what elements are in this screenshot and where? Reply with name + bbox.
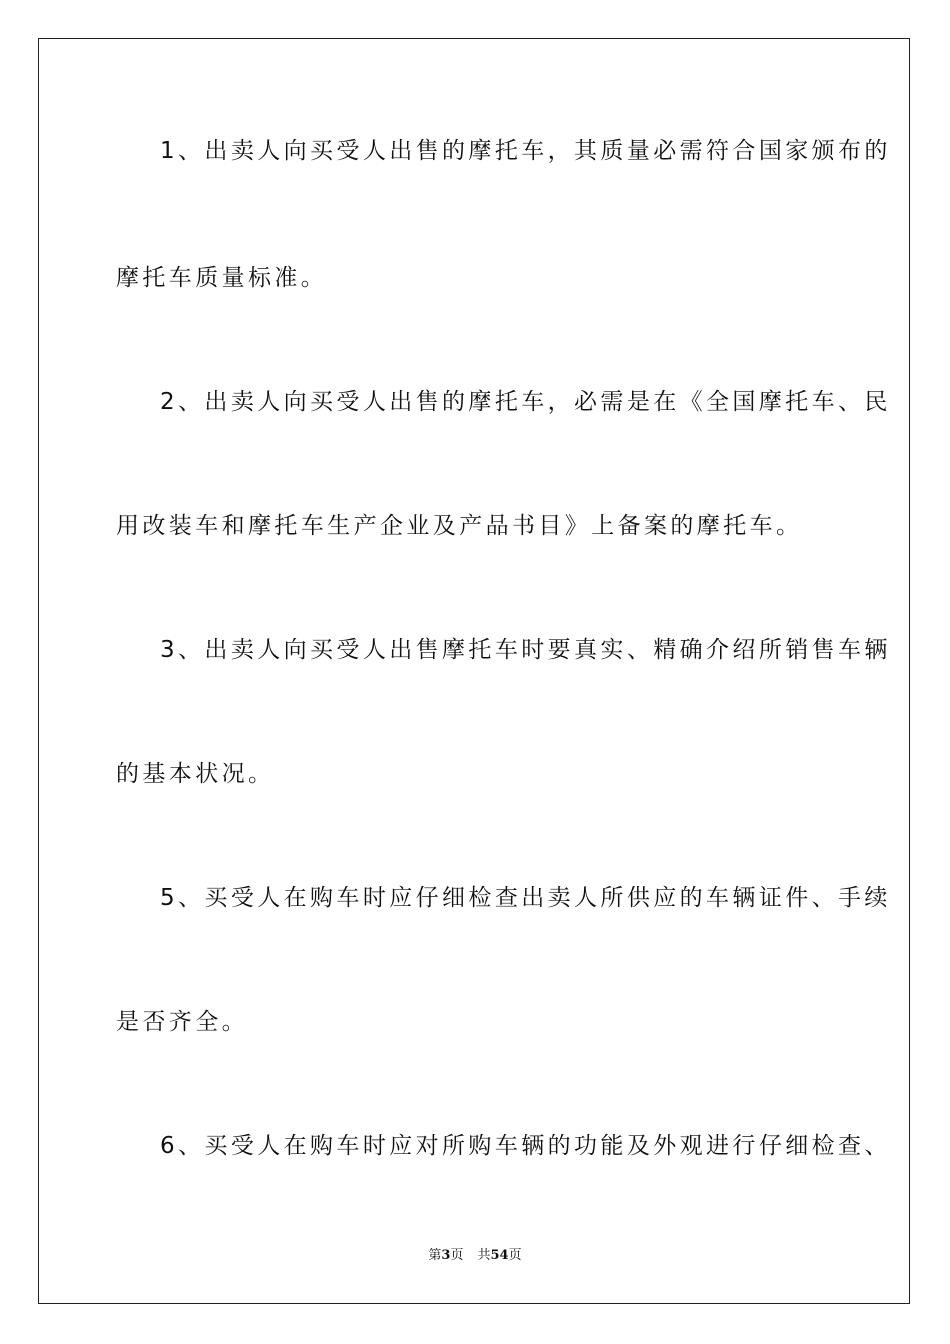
paragraph-1-line-1: 1、出卖人向买受人出售的摩托车，其质量必需符合国家颁布的 bbox=[160, 138, 891, 164]
paragraph-1-line-2: 摩托车质量标准。 bbox=[116, 265, 328, 291]
total-label-prefix: 共 bbox=[477, 1248, 491, 1263]
total-label-suffix: 页 bbox=[508, 1248, 522, 1263]
page-border bbox=[38, 38, 910, 1304]
paragraph-5-line-1: 6、买受人在购车时应对所购车辆的功能及外观进行仔细检查、 bbox=[160, 1133, 891, 1159]
page-label-prefix: 第 bbox=[428, 1248, 442, 1263]
paragraph-2-line-2: 用改装车和摩托车生产企业及产品书目》上备案的摩托车。 bbox=[116, 513, 803, 539]
page-number: 3 bbox=[441, 1248, 451, 1263]
page-label-suffix: 页 bbox=[450, 1248, 464, 1263]
page-footer bbox=[0, 1247, 950, 1265]
total-pages: 54 bbox=[490, 1248, 509, 1263]
paragraph-3-line-1: 3、出卖人向买受人出售摩托车时要真实、精确介绍所销售车辆 bbox=[160, 637, 891, 663]
paragraph-3-line-2: 的基本状况。 bbox=[116, 761, 275, 787]
paragraph-2-line-1: 2、出卖人向买受人出售的摩托车，必需是在《全国摩托车、民 bbox=[160, 389, 891, 415]
paragraph-4-line-2: 是否齐全。 bbox=[116, 1009, 248, 1035]
paragraph-4-line-1: 5、买受人在购车时应仔细检查出卖人所供应的车辆证件、手续 bbox=[160, 885, 891, 911]
